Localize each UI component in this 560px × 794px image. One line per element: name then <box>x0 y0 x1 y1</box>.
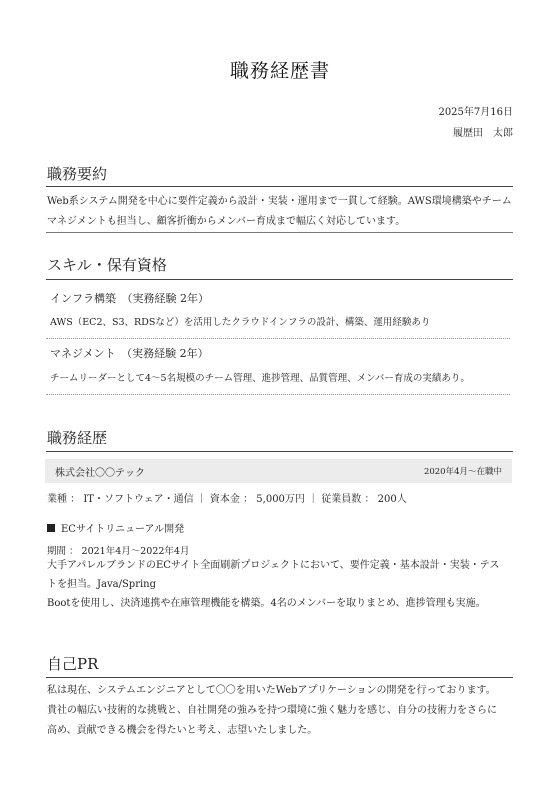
pr-rule <box>46 677 513 678</box>
author-name: 履歴田 太郎 <box>453 128 513 139</box>
skill-divider <box>46 338 510 339</box>
career-heading: 職務経歴 <box>47 429 108 447</box>
project-title <box>47 520 184 535</box>
document-title: 職務経歴書 <box>229 60 330 82</box>
skill-divider <box>46 394 510 395</box>
skill-name: マネジメント （実務経験 2年） <box>50 347 209 360</box>
skills-rule <box>46 279 513 280</box>
company-name: 株式会社〇〇テック <box>55 468 145 479</box>
company-meta: 業種 ： IT・ソフトウェア・通信 ｜ 資本金 ： 5,000万円 ｜ 従業員数 ： 200人 <box>47 494 407 505</box>
skill-desc: AWS（EC2、S3、RDSなど）を活用したクラウドインフラの設計、構築、運用経験あり <box>50 317 431 328</box>
career-rule <box>46 451 513 452</box>
pr-line: 高め、貢献できる機会を得たいと考え、志望いたしました。 <box>47 725 318 736</box>
skill-name: インフラ構築 （実務経験 2年） <box>50 292 209 305</box>
project-description-line: トを担当。Java/Spring <box>47 579 157 590</box>
summary-heading: 職務要約 <box>47 165 108 183</box>
square-bullet-icon <box>47 524 55 532</box>
project-period: 期間 ： 2021年4月～2022年4月 <box>47 546 190 557</box>
project-description-line: Bootを使用し、決済連携や在庫管理機能を構築。4名のメンバーを取りまとめ、進捗管理も実施。 <box>47 598 486 609</box>
summary-text: Web系システム開発を中心に要件定義から設計・実装・運用まで一貫して経験。AWS環境構築やチームマネジメントも担当し、顧客折衝からメンバー育成まで幅広く対応しています。 <box>47 196 512 227</box>
summary-rule <box>46 186 513 187</box>
company-header <box>45 459 512 483</box>
document-date: 2025年7月16日 <box>438 107 513 118</box>
pr-line: 貴社の幅広い技術的な挑戦と、自社開発の強みを持つ環境に強く魅力を感じ、自分の技術力をさらに <box>47 705 497 716</box>
pr-heading: 自己PR <box>47 655 99 673</box>
project-description <box>47 556 513 613</box>
pr-text <box>47 681 513 741</box>
skills-heading: スキル・保有資格 <box>47 256 167 274</box>
project-title-text: ECサイトリニューアル開発 <box>61 524 185 535</box>
project-description-line: 大手アパレルブランドのECサイト全面刷新プロジェクトにおいて、要件定義・基本設計・実装・テス <box>47 560 500 571</box>
skill-desc: チームリーダーとして4〜5名規模のチーム管理、進捗管理、品質管理、メンバー育成の実績あり。 <box>50 373 470 384</box>
company-period: 2020年4月～在職中 <box>423 467 502 477</box>
pr-line: 私は現在、システムエンジニアとして〇〇を用いたWebアプリケーションの開発を行っております。 <box>47 685 496 696</box>
summary-bottom-rule <box>46 232 513 233</box>
